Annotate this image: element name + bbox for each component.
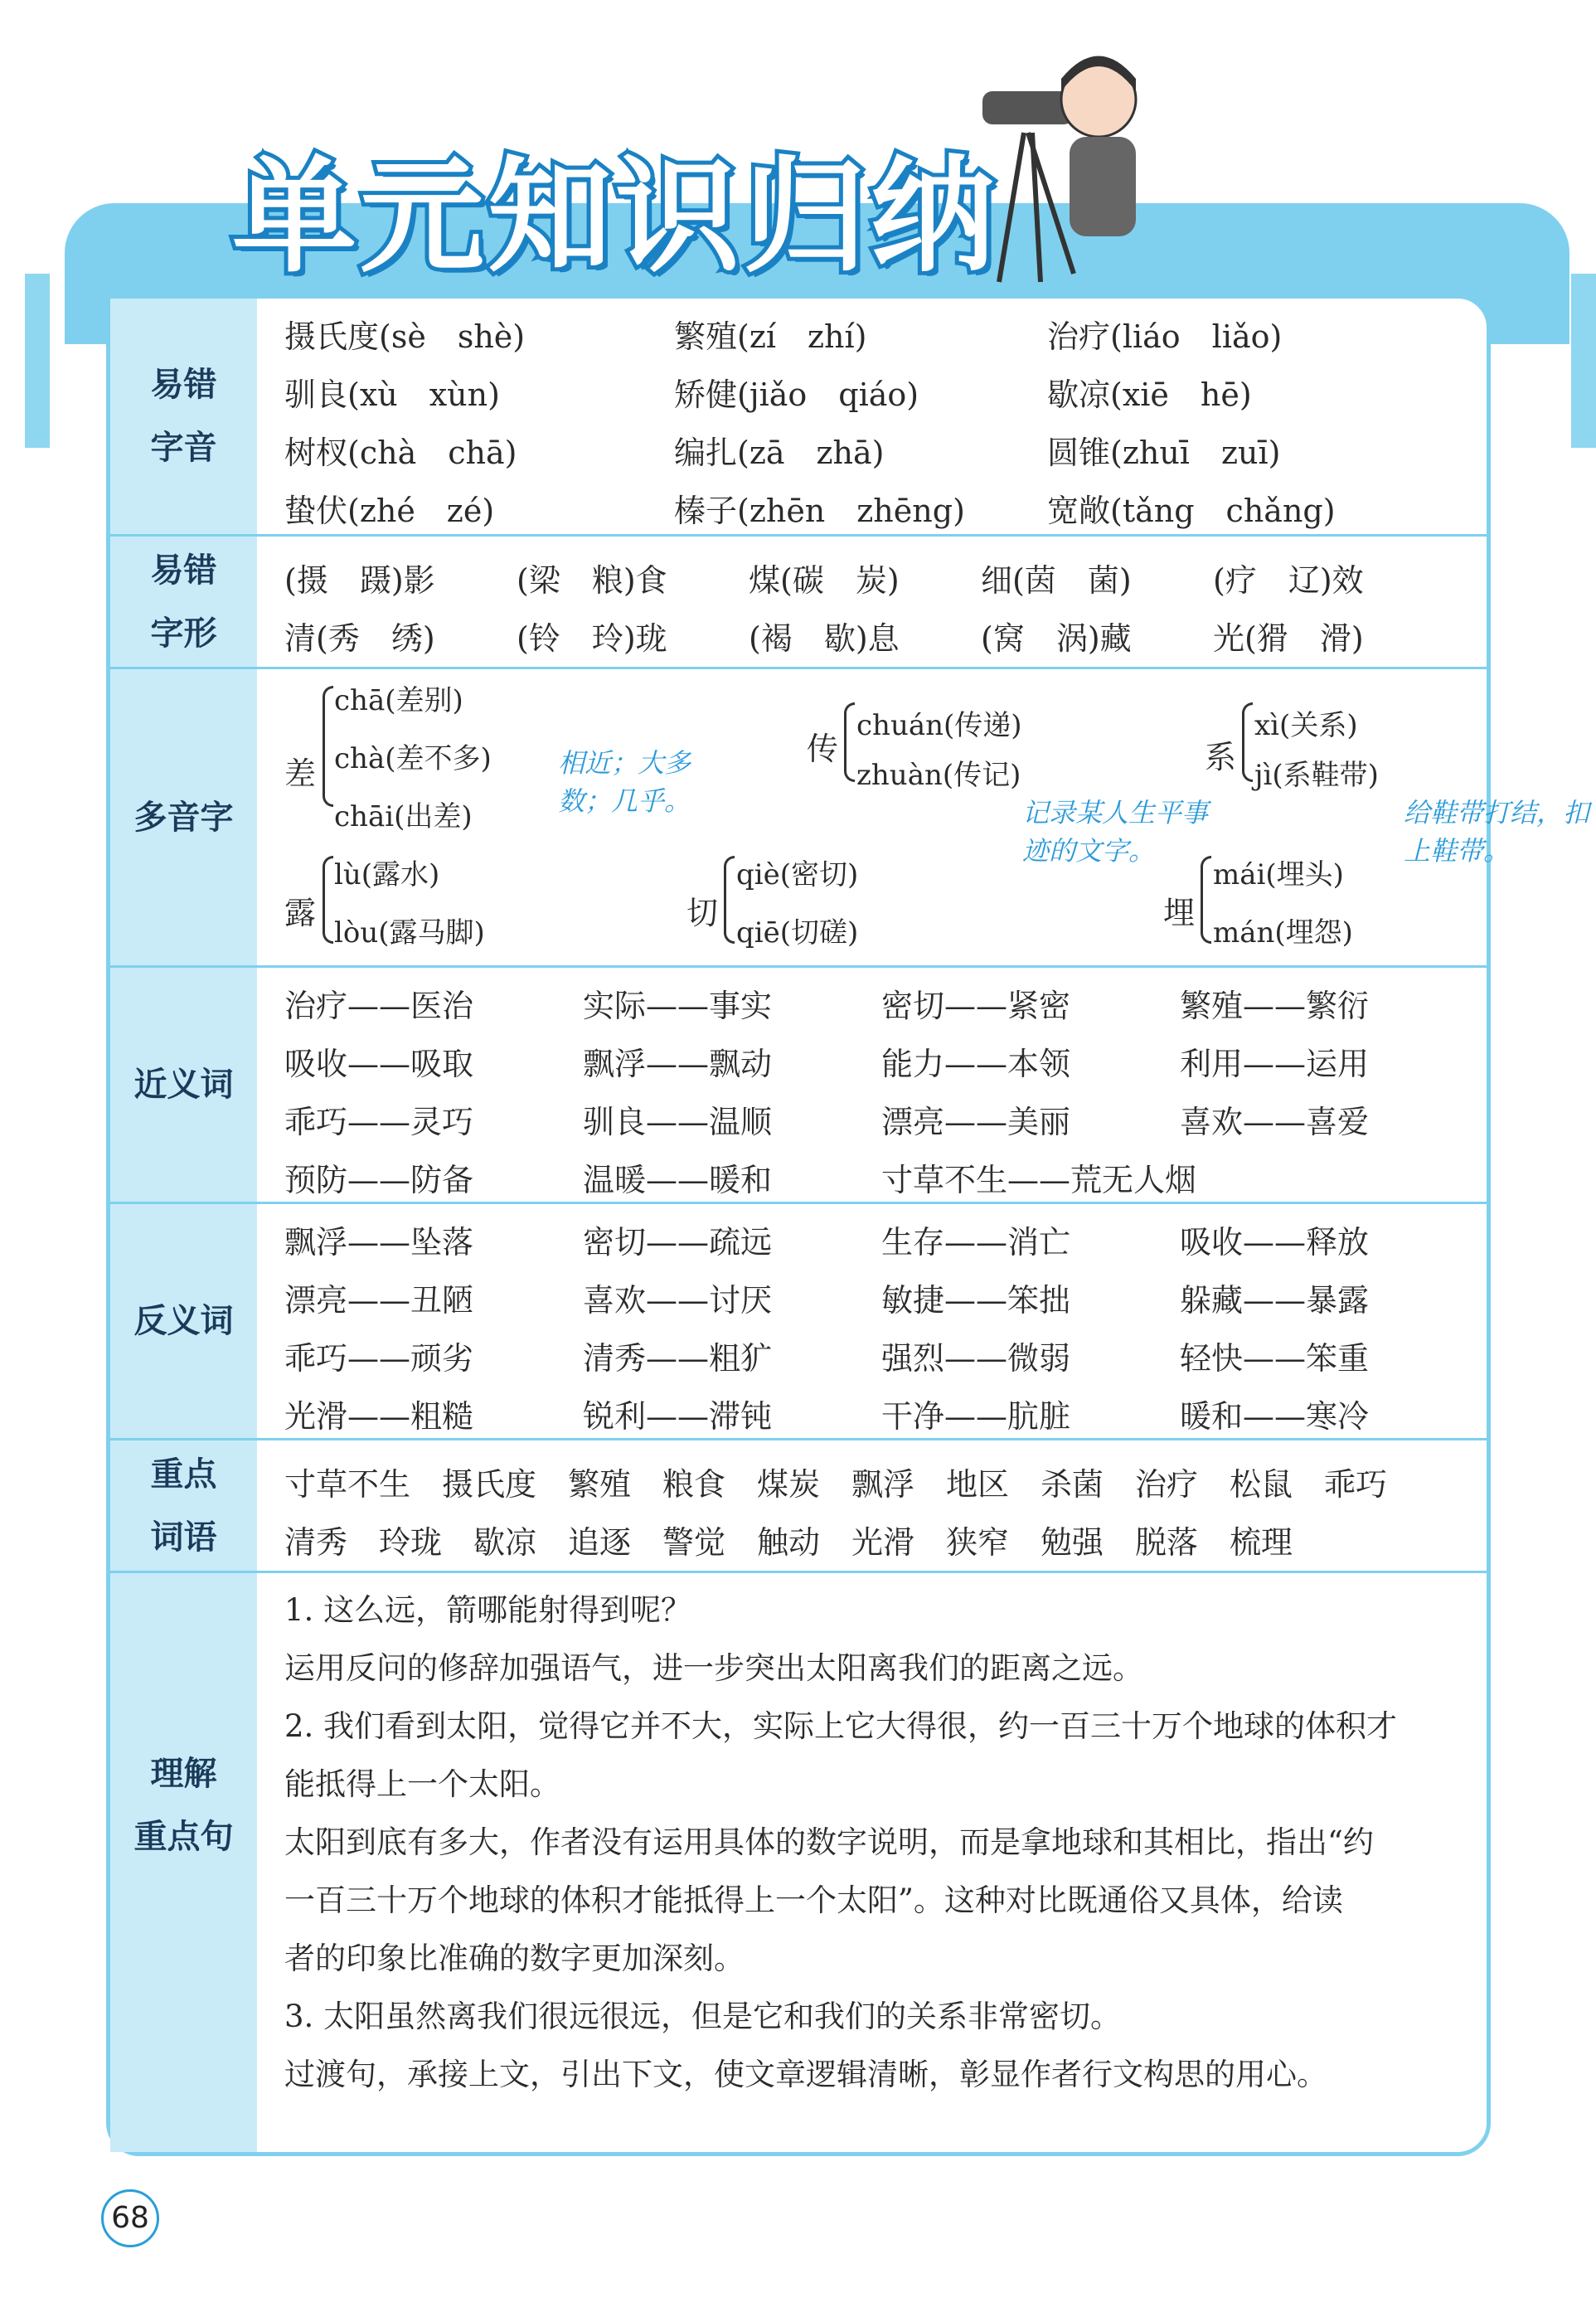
label-key-sentences	[110, 1573, 257, 2038]
handwritten-note: 相近；大多数；几乎。	[558, 747, 691, 817]
brace	[1201, 856, 1211, 944]
antonym-pair: 锐利——滞钝	[583, 1398, 773, 1435]
sentence-2a: 2. 我们看到太阳，觉得它并不大，实际上它大得很，约一百三十万个地球的体积才	[284, 1708, 1398, 1744]
sentences-body	[284, 1573, 1470, 2160]
keywords-body	[284, 1440, 1470, 1571]
poly-reading: lù(露水)	[334, 858, 440, 891]
brace	[844, 702, 855, 782]
label-antonyms	[110, 1204, 257, 1438]
knowledge-card	[106, 294, 1590, 2156]
pron-item: 繁殖(zí zhí)	[674, 318, 867, 355]
antonym-pair: 强烈——微弱	[881, 1340, 1071, 1377]
synonym-pair: 温暖——暖和	[583, 1162, 773, 1198]
label-text: 多音字	[133, 798, 234, 837]
brace	[724, 856, 735, 944]
label-text: 易错	[150, 366, 217, 404]
synonym-pair: 喜欢——喜爱	[1180, 1104, 1370, 1140]
left-decor-strip	[25, 274, 50, 448]
keyword-line: 清秀 玲珑 歇凉 追逐 警觉 触动 光滑 狭窄 勉强 脱落 梳理	[284, 1524, 1293, 1561]
poly-reading: xì(关系)	[1254, 709, 1358, 742]
glyph-item: 光(猾 滑)	[1213, 620, 1364, 657]
label-polyphone	[110, 669, 257, 965]
handwritten-note: 给鞋带打结，扣上鞋带。	[1404, 797, 1590, 867]
glyph-item: (铃 玲)珑	[517, 620, 667, 657]
brace	[323, 686, 333, 807]
synonym-pair: 繁殖——繁衍	[1180, 988, 1370, 1024]
row-synonyms	[110, 968, 1487, 1204]
poly-reading: chuán(传递)	[856, 709, 1022, 742]
glyph-item: 细(茵 菌)	[981, 562, 1132, 599]
antonym-pair: 喜欢——讨厌	[583, 1282, 773, 1319]
poly-reading: qiè(密切)	[736, 858, 859, 891]
label-text: 词语	[150, 1518, 217, 1557]
label-text: 易错	[150, 551, 217, 590]
antonym-pair: 暖和——寒冷	[1180, 1398, 1370, 1435]
poly-char: 差	[284, 755, 317, 792]
pron-item: 编扎(zā zhā)	[674, 435, 885, 471]
pron-item: 榛子(zhēn zhēng)	[674, 493, 965, 529]
antonym-pair: 生存——消亡	[881, 1224, 1071, 1261]
poly-char: 切	[686, 895, 719, 931]
poly-char: 传	[807, 731, 839, 767]
row-antonyms	[110, 1204, 1487, 1440]
sentence-1: 1. 这么远，箭哪能射得到呢？	[284, 1592, 692, 1628]
pronunciation-body	[284, 299, 1470, 534]
right-decor-strip	[1571, 274, 1596, 448]
antonym-pair: 清秀——粗犷	[583, 1340, 773, 1377]
label-keywords	[110, 1440, 257, 1571]
synonym-pair: 密切——紧密	[881, 988, 1071, 1024]
label-synonyms	[110, 968, 257, 1202]
antonym-pair: 飘浮——坠落	[284, 1224, 474, 1261]
glyph-item: (摄 蹑)影	[284, 562, 435, 599]
poly-char: 系	[1205, 739, 1237, 775]
poly-reading: qiē(切磋)	[736, 916, 859, 950]
antonyms-body	[284, 1204, 1470, 1438]
synonym-pair: 寸草不生——荒无人烟	[881, 1162, 1197, 1198]
antonym-pair: 敏捷——笨拙	[881, 1282, 1071, 1319]
pron-item: 治疗(liáo liǎo)	[1047, 318, 1283, 355]
pron-item: 蛰伏(zhé zé)	[284, 493, 495, 529]
brace	[323, 856, 333, 944]
pron-item: 宽敞(tǎng chǎng)	[1047, 493, 1336, 529]
synonym-pair: 利用——运用	[1180, 1046, 1370, 1082]
poly-reading: mái(埋头)	[1213, 858, 1344, 891]
antonym-pair: 轻快——笨重	[1180, 1340, 1370, 1377]
label-text: 理解	[150, 1755, 217, 1793]
poly-reading: lòu(露马脚)	[334, 916, 485, 950]
mascot-girl-telescope-icon	[991, 33, 1157, 282]
pron-item: 树杈(chà chā)	[284, 435, 517, 471]
label-text: 近义词	[133, 1066, 234, 1104]
antonym-pair: 密切——疏远	[583, 1224, 773, 1261]
synonym-pair: 飘浮——飘动	[583, 1046, 773, 1082]
glyph-item: 清(秀 绣)	[284, 620, 435, 657]
label-text: 重点	[150, 1455, 217, 1494]
analysis-1: 运用反问的修辞加强语气，进一步突出太阳离我们的距离之远。	[284, 1650, 1143, 1686]
pron-item: 摄氏度(sè shè)	[284, 318, 526, 355]
synonym-pair: 预防——防备	[284, 1162, 474, 1198]
poly-reading: chà(差不多)	[334, 742, 492, 775]
synonym-pair: 实际——事实	[583, 988, 773, 1024]
pron-item: 歇凉(xiē hē)	[1047, 376, 1252, 413]
antonym-pair: 干净——肮脏	[881, 1398, 1071, 1435]
poly-reading: jì(系鞋带)	[1254, 759, 1379, 792]
antonym-pair: 光滑——粗糙	[284, 1398, 474, 1435]
page-title: 单元知识归纳	[232, 145, 999, 289]
glyph-item: (窝 涡)藏	[981, 620, 1132, 657]
row-keywords	[110, 1440, 1487, 1573]
label-text: 字形	[150, 614, 217, 653]
sentence-2b: 能抵得上一个太阳。	[284, 1766, 560, 1802]
glyph-item: (疗 辽)效	[1213, 562, 1364, 599]
pron-item: 驯良(xù xùn)	[284, 376, 500, 413]
row-glyph	[110, 537, 1487, 669]
synonyms-body	[284, 968, 1470, 1202]
pron-item: 矫健(jiǎo qiáo)	[674, 376, 919, 413]
handwritten-note: 记录某人生平事迹的文字。	[1022, 797, 1209, 867]
keyword-line: 寸草不生 摄氏度 繁殖 粮食 煤炭 飘浮 地区 杀菌 治疗 松鼠 乖巧	[284, 1466, 1388, 1503]
row-polyphone	[110, 669, 1590, 968]
poly-char: 埋	[1163, 895, 1196, 931]
label-text: 重点句	[133, 1818, 234, 1856]
analysis-2b: 一百三十万个地球的体积才能抵得上一个太阳”。这种对比既通俗又具体，给读	[284, 1882, 1343, 1918]
row-key-sentences	[110, 1573, 1487, 2160]
synonym-pair: 漂亮——美丽	[881, 1104, 1071, 1140]
analysis-2a: 太阳到底有多大，作者没有运用具体的数字说明，而是拿地球和其相比，指出“约	[284, 1824, 1374, 1860]
poly-reading: chā(差别)	[334, 684, 463, 717]
pron-item: 圆锥(zhuī zuī)	[1047, 435, 1281, 471]
synonym-pair: 能力——本领	[881, 1046, 1071, 1082]
label-text: 反义词	[133, 1302, 234, 1340]
synonym-pair: 治疗——医治	[284, 988, 474, 1024]
label-glyph	[110, 537, 257, 667]
label-pronunciation	[110, 299, 257, 534]
antonym-pair: 吸收——释放	[1180, 1224, 1370, 1261]
glyph-item: (梁 粮)食	[517, 562, 667, 599]
analysis-2c: 者的印象比准确的数字更加深刻。	[284, 1941, 745, 1976]
poly-char: 露	[284, 895, 317, 931]
glyph-item: 煤(碳 炭)	[749, 562, 900, 599]
brace	[1242, 702, 1253, 782]
synonym-pair: 驯良——温顺	[583, 1104, 773, 1140]
synonym-pair: 吸收——吸取	[284, 1046, 474, 1082]
page-number: 68	[101, 2189, 159, 2247]
polyphone-body	[284, 669, 1590, 965]
synonym-pair: 乖巧——灵巧	[284, 1104, 474, 1140]
poly-reading: mán(埋怨)	[1213, 916, 1353, 950]
antonym-pair: 躲藏——暴露	[1180, 1282, 1370, 1319]
poly-reading: zhuàn(传记)	[856, 759, 1021, 792]
glyph-body	[284, 537, 1470, 667]
row-pronunciation	[110, 299, 1487, 537]
antonym-pair: 漂亮——丑陋	[284, 1282, 474, 1319]
sentence-3: 3. 太阳虽然离我们很远很远，但是它和我们的关系非常密切。	[284, 1999, 1122, 2034]
analysis-3: 过渡句，承接上文，引出下文，使文章逻辑清晰，彰显作者行文构思的用心。	[284, 2057, 1327, 2092]
glyph-item: (褐 歇)息	[749, 620, 900, 657]
poly-reading: chāi(出差)	[334, 800, 473, 833]
label-text: 字音	[150, 429, 217, 467]
antonym-pair: 乖巧——顽劣	[284, 1340, 474, 1377]
